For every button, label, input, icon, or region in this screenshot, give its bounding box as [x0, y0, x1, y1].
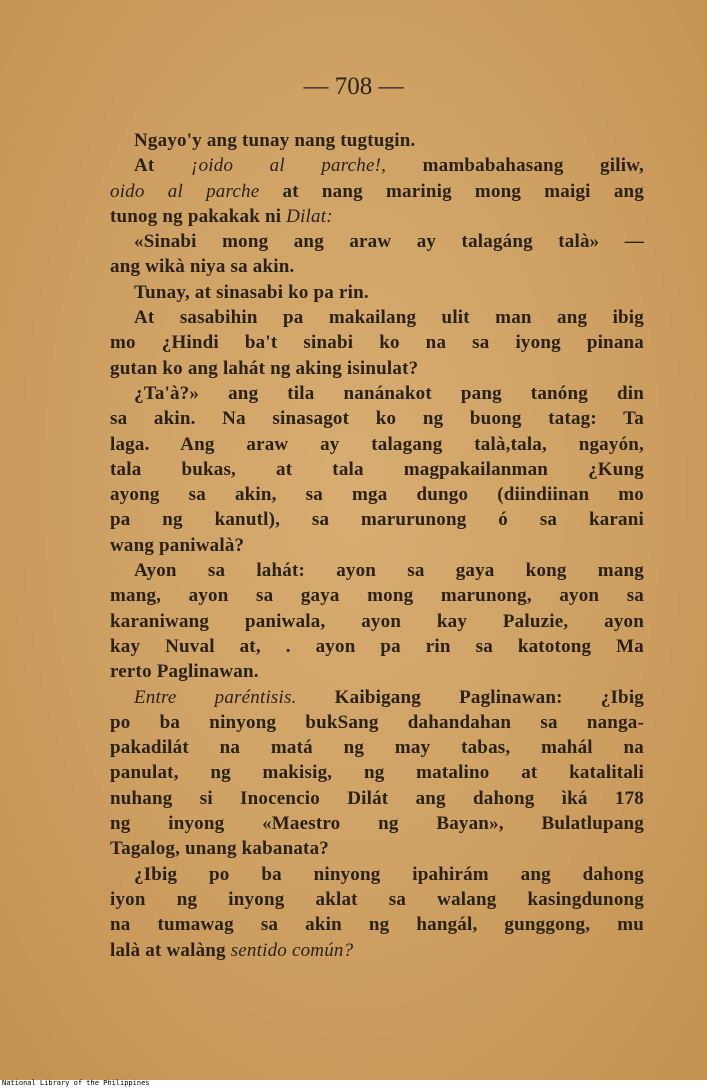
text-line: laga. Ang araw ay talagang talà,tala, ngayón,: [110, 433, 644, 455]
text-line: At sasabihin pa makailang ulit man ang ibig: [134, 307, 644, 329]
text-line: ¿Ta'à?» ang tila nanánakot pang tanóng din: [134, 382, 644, 404]
text-line: panulat, ng makisig, ng matalino at katalitali: [110, 762, 644, 784]
text-line: rerto Paglinawan.: [110, 661, 259, 683]
text-line: po ba ninyong bukSang dahandahan sa nanga-: [110, 711, 644, 733]
text-line: wang paniwalà?: [110, 534, 245, 556]
text-line: Tunay, at sinasabi ko pa rin.: [134, 281, 369, 303]
text-run: tunog ng pakakak ni: [110, 205, 287, 227]
text-line: gutan ko ang lahát ng aking isinulat?: [110, 357, 419, 379]
text-line: sa akin. Na sinasagot ko ng buong tatag: Ta: [110, 408, 644, 430]
text-line: pa ng kanutl), sa marurunong ó sa karani: [110, 509, 644, 531]
italic-phrase: ¡oido al parche!,: [190, 155, 387, 177]
text-line: pakadilát na matá ng may tabas, mahál na: [110, 737, 644, 759]
italic-phrase: Dilat:: [286, 205, 333, 227]
text-line: ayong sa akin, sa mga dungo (diindiinan mo: [110, 484, 644, 506]
text-run: lalà at walàng: [110, 939, 231, 961]
text-line: nuhang si Inocencio Dilát ang dahong ìká 178: [110, 787, 644, 809]
text-line: [110, 153, 644, 178]
text-line: kay Nuval at, . ayon pa rin sa katotong Ma: [110, 635, 644, 657]
text-line: ng inyong «Maestro ng Bayan», Bulatlupang: [110, 813, 644, 835]
text-line: mang, ayon sa gaya mong marunong, ayon sa: [110, 585, 644, 607]
italic-phrase: oido al parche: [110, 180, 260, 202]
text-line: [110, 204, 644, 229]
text-line: mo ¿Hindi ba't sinabi ko na sa iyong pinana: [110, 332, 644, 354]
text-line: [110, 685, 644, 710]
text-line: na tumawag sa akin ng hangál, gunggong, mu: [110, 914, 644, 936]
text-line: Ayon sa lahát: ayon sa gaya kong mang: [134, 560, 644, 582]
text-line: tala bukas, at tala magpakailanman ¿Kung: [110, 458, 644, 480]
text-line: «Sinabi mong ang araw ay talagáng talà» —: [134, 231, 644, 253]
text-line: ¿Ibig po ba ninyong ipahirám ang dahong: [134, 863, 644, 885]
text-line: karaniwang paniwala, ayon kay Paluzie, ayon: [110, 610, 644, 632]
italic-phrase: Entre paréntisis.: [134, 686, 297, 708]
text-run: Kaibigang Paglinawan: ¿Ibig: [296, 686, 645, 708]
text-run: at nang marinig mong maigi ang: [259, 180, 644, 202]
text-line: iyon ng inyong aklat sa walang kasingdunong: [110, 888, 644, 910]
text-line: [110, 179, 644, 204]
text-line: Ngayo'y ang tunay nang tugtugin.: [134, 130, 416, 151]
text-line: [110, 938, 644, 963]
body-text: [110, 128, 644, 963]
text-run: At: [134, 155, 191, 177]
footer-credit: National Library of the Philippines: [2, 1079, 150, 1087]
text-line: ang wikà niya sa akin.: [110, 256, 295, 278]
page-number: — 708 —: [303, 73, 404, 100]
text-run: mambabahasang giliw,: [386, 155, 645, 177]
text-line: Tagalog, unang kabanata?: [110, 838, 329, 860]
italic-phrase: sentido común?: [230, 939, 354, 961]
